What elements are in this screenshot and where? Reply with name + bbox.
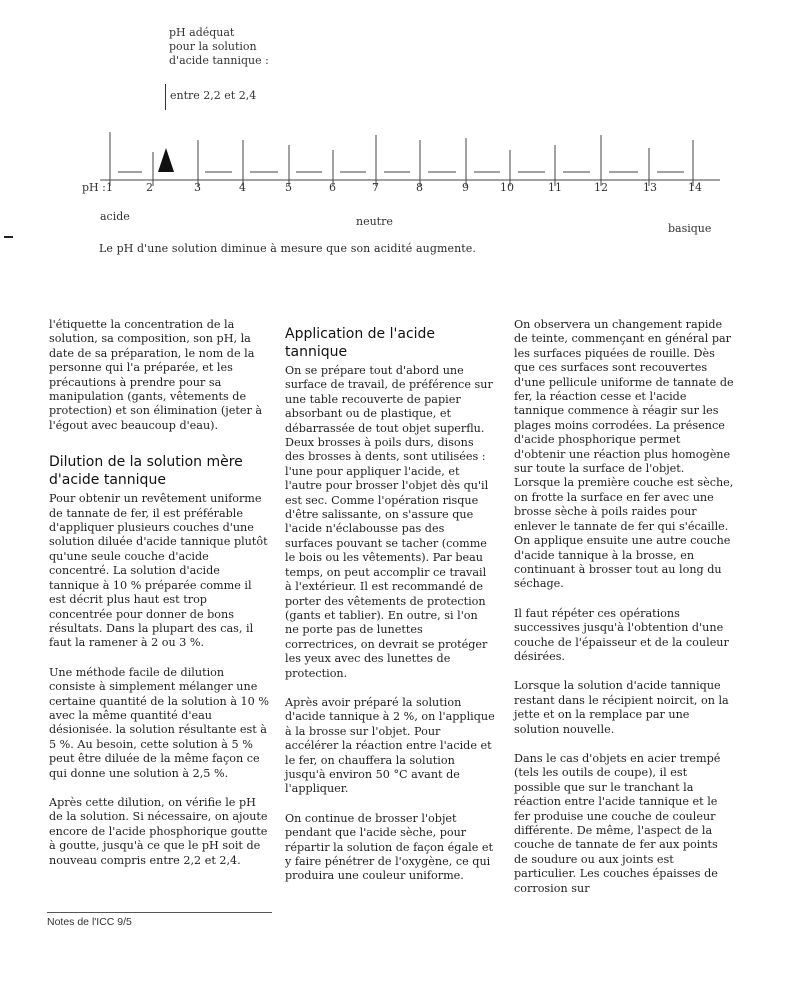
footer-text: Notes de l'ICC 9/5 [47,916,132,928]
paragraph: On observera un changement rapide de teinte, commençant en général par les surfaces piquées de rouille. Dès que ces surfaces sont recouvertes d'une pellicule uniforme de tannate de fer, la réaction cesse et l'acide tannique commence à réagir sur les plages moins corrodées. La présence d'acide phosphorique permet d'obtenir une réaction plus homogène sur toute la surface de l'objet. Lorsque la première couche est sèche, on frotte la surface en fer avec une brosse sèche à poils raides pour enlever le tannate de fer qui s'écaille. On applique ensuite une autre couche d'acide tannique à la brosse, en continuant à brosser tout au long du séchage. [514,318,734,591]
section-heading: Application de l'acide tannique [285,326,436,360]
zone-acid-label: acide [100,210,130,223]
ph-tick-label: 13 [643,181,657,194]
annotation-range: entre 2,2 et 2,4 [170,89,257,102]
paragraph: Il faut répéter ces opérations successives jusqu'à l'obtention d'une couche de l'épaisseur et de la couleur désirées. [514,606,729,663]
ph-tick-label: 1 [106,181,113,194]
ph-tick-label: 6 [329,181,336,194]
ph-tick-label: 2 [146,181,153,194]
margin-mark [4,236,13,238]
ph-tick-label: 3 [194,181,201,194]
paragraph: On continue de brosser l'objet pendant que l'acide sèche, pour répartir la solution de façon égale et y faire pénétrer de l'oxygène, ce qui produira une couleur uniforme. [285,811,493,883]
paragraph: Dans le cas d'objets en acier trempé (tels les outils de coupe), il est possible que sur le tranchant la réaction entre l'acide tannique et le fer produise une couche de couleur différente. De même, l'aspect de la couche de tannate de fer aux points de soudure ou aux joints est particulier. Les couches épaisses de corrosion sur [514,751,721,895]
ph-tick-label: 4 [239,181,246,194]
ph-tick-label: 9 [462,181,469,194]
paragraph: l'étiquette la concentration de la solution, sa composition, son pH, la date de sa préparation, le nom de la personne qui l'a préparée, et les précautions à prendre pour sa manipulation (gants, vêtements de protection) et son élimination (jeter à l'égout avec beaucoup d'eau). [49,318,263,432]
paragraph: Une méthode facile de dilution consiste à simplement mélanger une certaine quantité de la solution à 10 % avec la même quantité d'eau désionisée. la solution résultante est à 5 %. Au besoin, cette solution à 5 % peut être diluée de la même façon ce qui donne une solution à 2,5 %. [49,665,269,780]
ph-marker [158,148,174,172]
paragraph: Lorsque la solution d'acide tannique restant dans le récipient noircit, on la jette et on la remplace par une solution nouvelle. [514,679,729,736]
text-column-3 [514,318,734,911]
footer-rule [47,912,272,913]
annotation-line: d'acide tannique : [169,54,269,67]
zone-basic-label: basique [668,222,712,235]
paragraph: Après avoir préparé la solution d'acide tannique à 2 %, on l'applique à la brosse sur l'objet. Pour accélérer la réaction entre l'acide et le fer, on chauffera la solution jusqu'à environ 50 °C avant de l'appliquer. [285,695,495,796]
ph-tick-label: 8 [416,181,423,194]
annotation-line: pH adéquat [169,26,235,39]
ph-axis-label: pH : [82,181,106,194]
figure-caption: Le pH d'une solution diminue à mesure que son acidité augmente. [99,242,477,255]
section-heading: Dilution de la solution mère d'acide tannique [49,454,243,489]
paragraph: Pour obtenir un revêtement uniforme de tannate de fer, il est préférable d'appliquer plusieurs couches d'une solution diluée d'acide tannique plutôt qu'une seule couche d'acide concentré. La solution d'acide tannique à 10 % préparée comme il est décrit plus haut est trop concentrée pour donner de bons résultats. Dans la plupart des cas, il faut la ramener à 2 ou 3 %. [49,492,268,650]
zone-neutral-label: neutre [356,215,393,228]
text-column-2 [285,318,495,899]
ph-tick-label: 12 [594,181,608,194]
annotation-line: pour la solution [169,40,257,53]
ph-tick-label: 7 [372,181,379,194]
ph-tick-label: 11 [548,181,562,194]
paragraph: On se prépare tout d'abord une surface de travail, de préférence sur une table recouverte de papier absorbant ou de plastique, et débarrassée de tout objet superflu. Deux brosses à poils durs, disons des brosses à dents, sont utilisées : l'une pour appliquer l'acide, et l'autre pour brosser l'objet dès qu'il est sec. Comme l'opération risque d'être salissante, on s'assure que l'acide n'éclabousse pas des surfaces pouvant se tacher (comme le bois ou les vêtements). Par beau temps, on peut accomplir ce travail à l'extérieur. Il est recommandé de porter des vêtements de protection (gants et tablier). En outre, si l'on ne porte pas de lunettes correctrices, on devrait se protéger les yeux avec des lunettes de protection. [285,364,493,680]
ph-tick-label: 14 [688,181,702,194]
text-column-1 [49,318,271,883]
ph-tick-label: 5 [285,181,292,194]
ph-tick-label: 10 [500,181,514,194]
paragraph: Après cette dilution, on vérifie le pH de la solution. Si nécessaire, on ajoute encore de l'acide phosphorique goutte à goutte, jusqu'à ce que le pH soit de nouveau compris entre 2,2 et 2,4. [49,795,268,867]
